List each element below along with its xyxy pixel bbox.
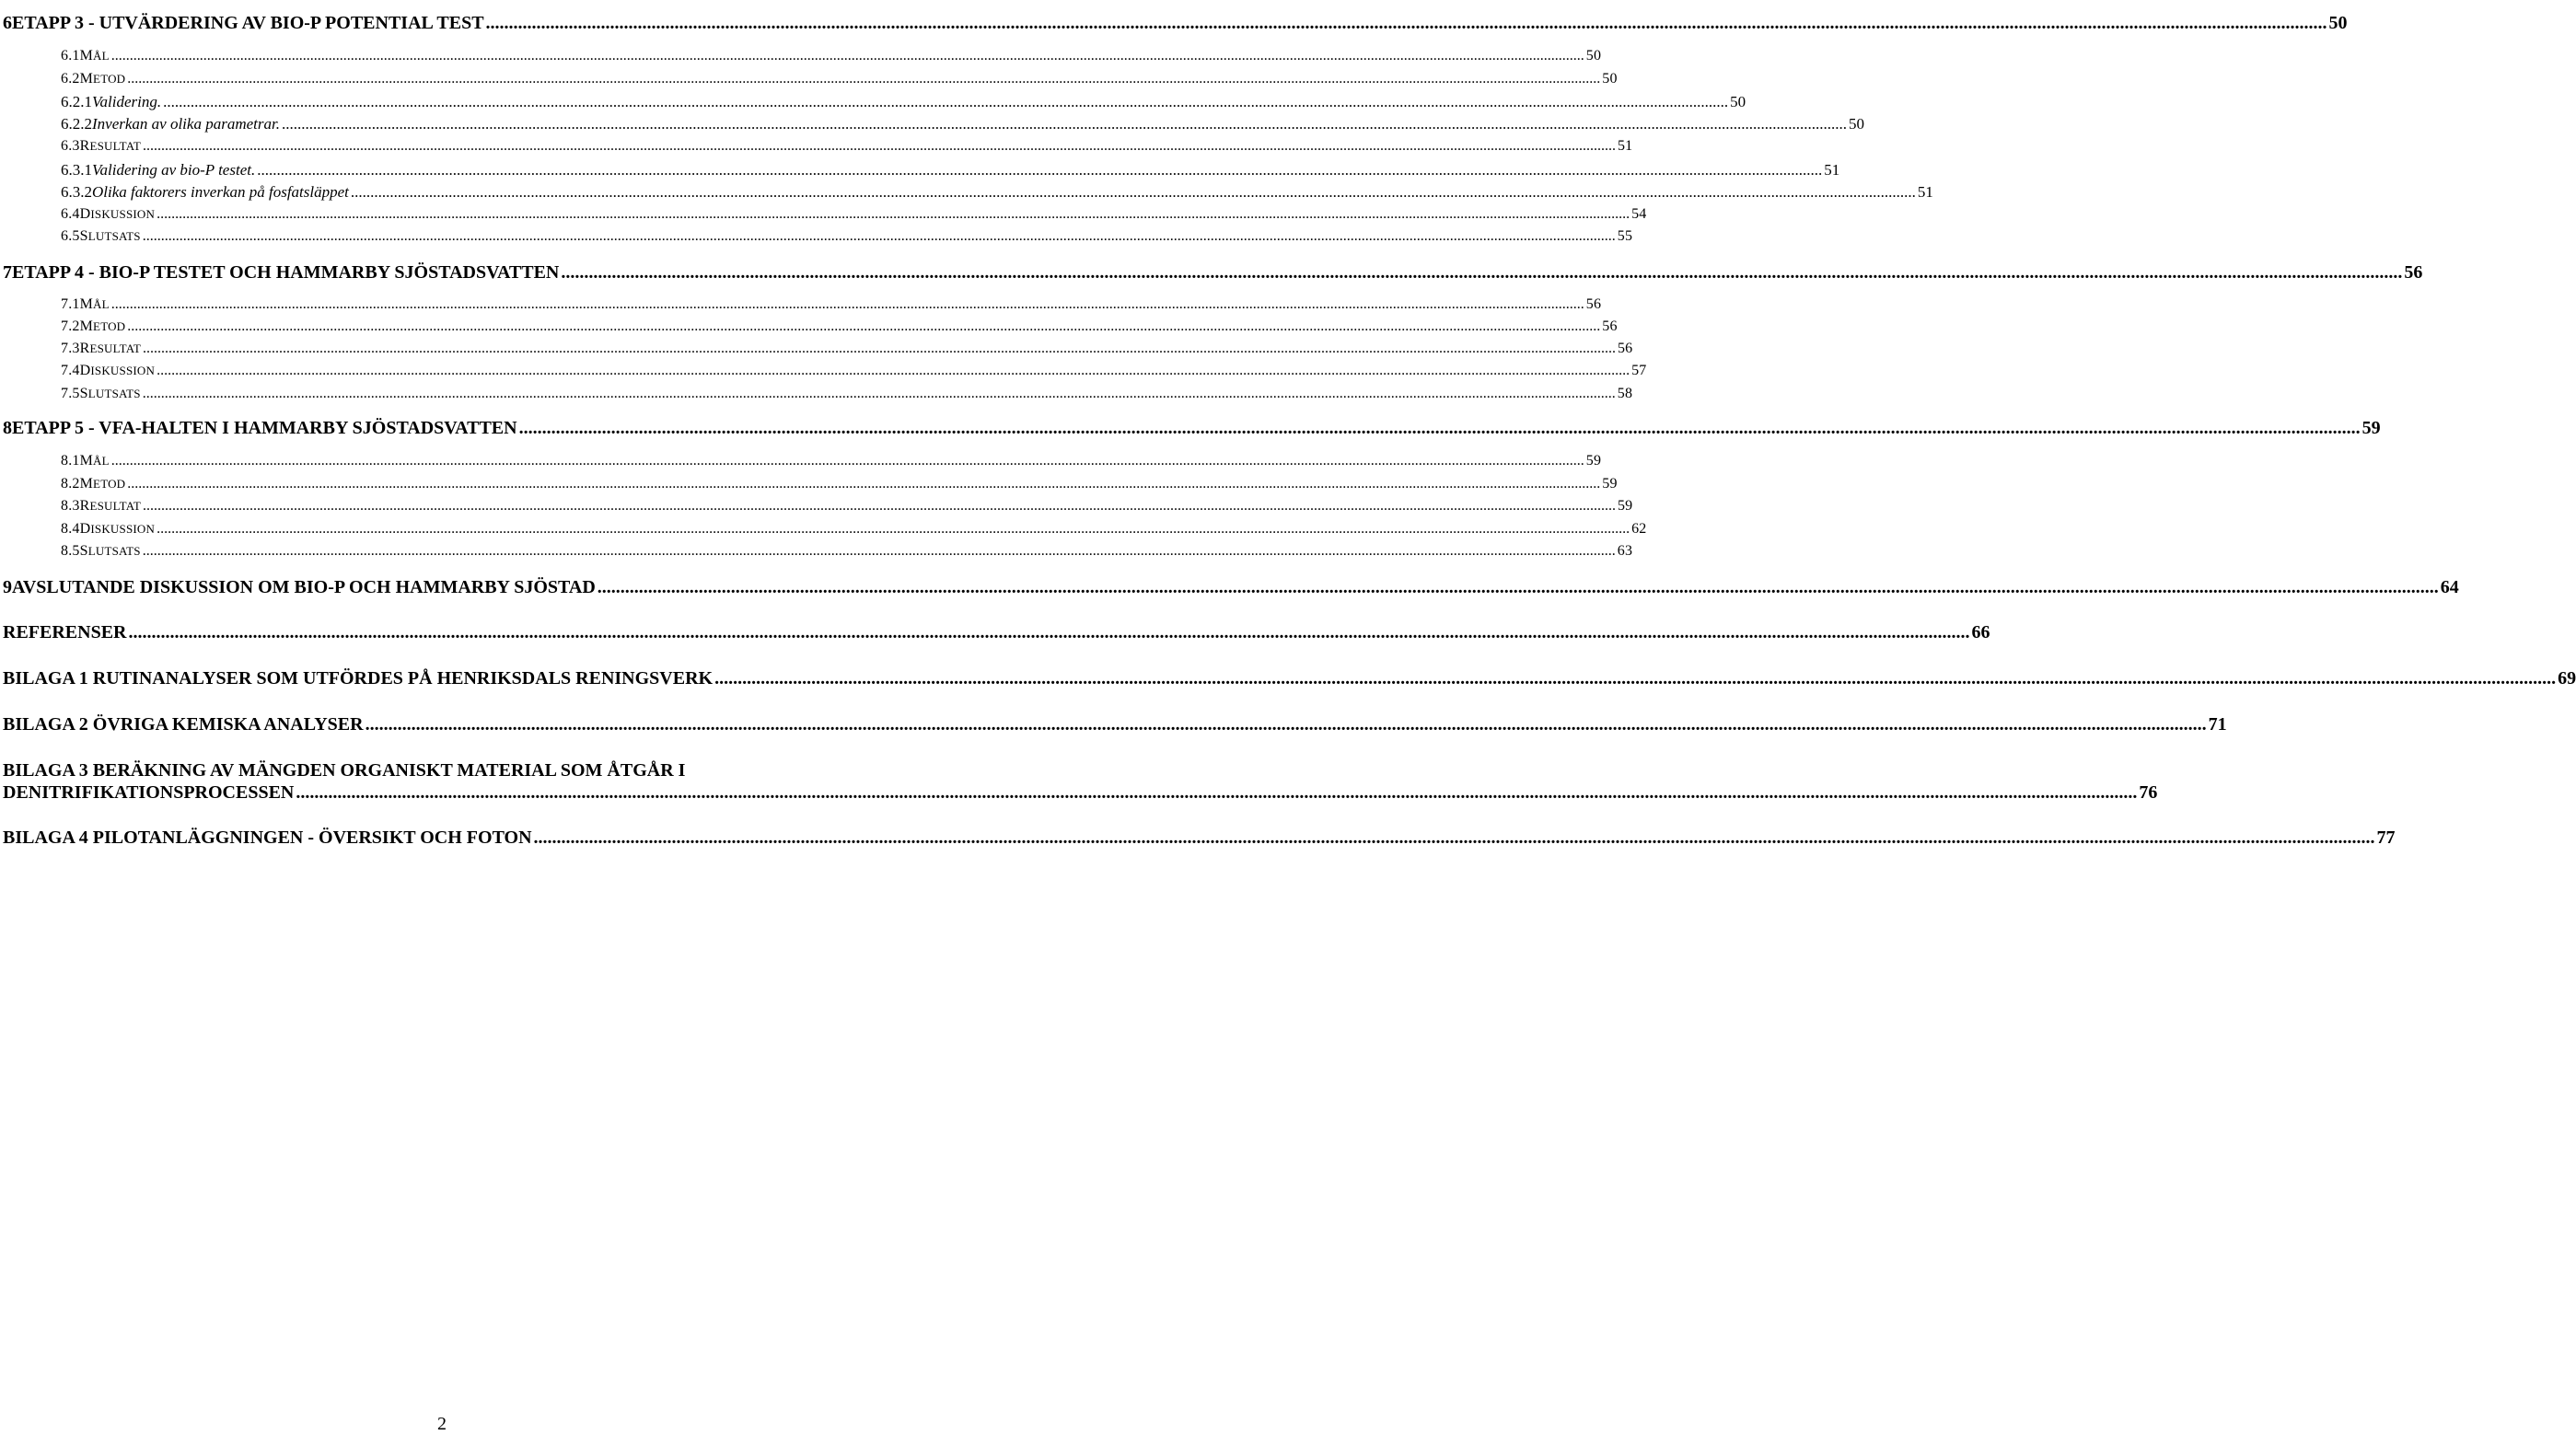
toc-entry-page: 59 [1585,453,1602,469]
toc-entry-page: 64 [2440,577,2459,597]
toc-entry[interactable] [61,48,1602,64]
toc-entry[interactable] [61,386,1633,402]
dot-leader: ................................................................................................................................................................................................................................................................................................................................................................................................................ [561,262,2403,283]
toc-entry[interactable] [3,827,2396,849]
toc-entry-title: SLUTSATS [79,386,141,401]
toc-entry[interactable] [3,714,2227,735]
toc-entry-number: 6.1 [61,48,80,64]
toc-entry-page: 56 [2404,262,2423,283]
toc-entry-page: 54 [1631,206,1647,222]
toc-entry-title: RESULTAT [79,341,141,356]
dot-leader: ................................................................................................................................................................................................................................................................................................................................................................................................................ [127,318,1601,334]
toc-entry-page: 55 [1617,228,1633,244]
toc-entry-page: 71 [2208,714,2227,735]
dot-leader: ................................................................................................................................................................................................................................................................................................................................................................................................................ [157,363,1630,378]
toc-entry[interactable] [61,341,1633,357]
dot-leader: ................................................................................................................................................................................................................................................................................................................................................................................................................ [350,183,1916,201]
toc-entry-page: 69 [2558,668,2576,689]
toc-entry-page: 51 [1617,138,1633,154]
toc-entry-title: METOD [79,476,126,492]
dot-leader: ................................................................................................................................................................................................................................................................................................................................................................................................................ [518,418,2361,438]
toc-entry-title: Validering. [92,93,162,110]
toc-entry-number: 6.3.1 [61,161,92,179]
toc-entry-number: 6.3.2 [61,183,92,201]
toc-entry-number: 7.1 [61,296,80,312]
dot-leader: ................................................................................................................................................................................................................................................................................................................................................................................................................ [142,543,1616,559]
toc-entry-page: 51 [1824,161,1840,179]
dot-leader: ................................................................................................................................................................................................................................................................................................................................................................................................................ [110,296,1584,312]
dot-leader: ................................................................................................................................................................................................................................................................................................................................................................................................................ [110,48,1584,64]
toc-entry-title: DISKUSSION [79,206,156,222]
toc-entry-number: 7.3 [61,341,80,356]
toc-entry-title: ETAPP 5 - VFA-HALTEN I HAMMARBY SJÖSTADSVATTEN [12,418,517,438]
toc-entry[interactable] [61,498,1633,515]
toc-entry-number: 6.2.2 [61,115,92,133]
dot-leader: ................................................................................................................................................................................................................................................................................................................................................................................................................ [142,228,1616,244]
toc-entry-title: SLUTSATS [79,228,141,244]
toc-entry-continued[interactable] [3,782,2158,804]
dot-leader: ................................................................................................................................................................................................................................................................................................................................................................................................................ [142,341,1616,356]
toc-entry-title: DISKUSSION [79,521,156,537]
toc-entry-title: ETAPP 3 - UTVÄRDERING AV BIO-P POTENTIAL TEST [12,13,484,33]
toc-entry[interactable] [61,543,1633,560]
dot-leader: ................................................................................................................................................................................................................................................................................................................................................................................................................ [296,782,2138,803]
toc-entry-number: 6.2 [61,71,80,87]
toc-entry-title: REFERENSER [3,622,127,642]
toc-entry-title: DENITRIFIKATIONSPROCESSEN [3,782,295,803]
toc-entry-page: 59 [2361,418,2381,438]
toc-entry-page: 50 [2328,13,2348,33]
toc-entry-number: 8.1 [61,453,80,469]
dot-leader: ................................................................................................................................................................................................................................................................................................................................................................................................................ [128,622,1970,642]
toc-entry[interactable] [61,93,1746,111]
toc-entry[interactable] [61,138,1633,155]
toc-entry-number: 6.2.1 [61,93,92,110]
toc-entry[interactable] [61,521,1647,538]
toc-entry-page: 63 [1617,543,1633,559]
toc-entry[interactable] [61,183,1933,202]
toc-entry-page: 58 [1617,386,1633,401]
toc-entry-title: METOD [79,318,126,334]
dot-leader: ................................................................................................................................................................................................................................................................................................................................................................................................................ [365,714,2207,735]
toc-entry-page: 50 [1848,115,1864,133]
toc-entry-number: 7.2 [61,318,80,334]
toc-entry[interactable] [61,115,1864,133]
toc-entry-number: 8 [3,418,12,438]
toc-entry-title: ETAPP 4 - BIO-P TESTET OCH HAMMARBY SJÖSTADSVATTEN [12,262,560,283]
toc-entry-page: 59 [1617,498,1633,514]
toc-entry-page: 57 [1631,363,1647,378]
toc-entry-page: 51 [1917,183,1933,201]
dot-leader: ................................................................................................................................................................................................................................................................................................................................................................................................................ [142,138,1616,154]
dot-leader: ................................................................................................................................................................................................................................................................................................................................................................................................................ [142,386,1616,401]
toc-entry-page: 50 [1585,48,1602,64]
toc-entry-number: 6.4 [61,206,80,222]
toc-entry-number: 8.5 [61,543,80,559]
dot-leader: ................................................................................................................................................................................................................................................................................................................................................................................................................ [257,161,1823,179]
toc-entry-page: 56 [1585,296,1602,312]
dot-leader: ................................................................................................................................................................................................................................................................................................................................................................................................................ [163,93,1729,110]
toc-entry-title: MÅL [79,48,110,64]
toc-entry-title: Olika faktorers inverkan på fosfatsläppet [92,183,349,201]
dot-leader: ................................................................................................................................................................................................................................................................................................................................................................................................................ [142,498,1616,514]
toc-entry-title: BILAGA 1 RUTINANALYSER SOM UTFÖRDES PÅ HENRIKSDALS RENINGSVERK [3,668,714,689]
dot-leader: ................................................................................................................................................................................................................................................................................................................................................................................................................ [157,206,1630,222]
toc-entry-page: 77 [2376,827,2396,848]
toc-entry-page: 50 [1602,71,1618,87]
toc-entry-title: BILAGA 2 ÖVRIGA KEMISKA ANALYSER [3,714,364,735]
toc-entry-page: 62 [1631,521,1647,537]
toc-entry-title: RESULTAT [79,138,141,154]
toc-entry-number: 7.4 [61,363,80,378]
toc-entry-number: 9 [3,577,12,597]
toc-entry[interactable] [61,453,1602,469]
dot-leader: ................................................................................................................................................................................................................................................................................................................................................................................................................ [127,476,1601,492]
toc-entry-number: 6.5 [61,228,80,244]
toc-entry-number: 7 [3,262,12,283]
toc-entry[interactable] [3,13,2348,34]
toc-entry-number: 6 [3,13,12,33]
toc-entry-page: 56 [1602,318,1618,334]
toc-entry-title: Inverkan av olika parametrar. [92,115,280,133]
toc-entry[interactable] [61,206,1647,223]
dot-leader: ................................................................................................................................................................................................................................................................................................................................................................................................................ [485,13,2327,33]
toc-entry[interactable] [3,760,880,781]
toc-entry-number: 8.3 [61,498,80,514]
dot-leader: ................................................................................................................................................................................................................................................................................................................................................................................................................ [597,577,2439,597]
toc-entry[interactable] [3,418,2381,439]
toc-entry-number: 6.3 [61,138,80,154]
toc-entry-page: 56 [1617,341,1633,356]
toc-entry-page: 59 [1602,476,1618,492]
toc-entry[interactable] [61,476,1618,492]
dot-leader: ................................................................................................................................................................................................................................................................................................................................................................................................................ [714,668,2557,689]
toc-entry-title: Validering av bio-P testet. [92,161,256,179]
toc-entry-page: 50 [1730,93,1746,110]
toc-entry[interactable] [61,228,1633,245]
toc-entry[interactable] [61,363,1647,379]
toc-entry-number: 8.2 [61,476,80,492]
toc-entry[interactable] [61,318,1618,335]
dot-leader: ................................................................................................................................................................................................................................................................................................................................................................................................................ [281,115,1847,133]
toc-entry-title: METOD [79,71,126,87]
dot-leader: ................................................................................................................................................................................................................................................................................................................................................................................................................ [533,827,2375,848]
toc-entry-title: BILAGA 4 PILOTANLÄGGNINGEN - ÖVERSIKT OCH FOTON [3,827,532,848]
toc-entry-title: AVSLUTANDE DISKUSSION OM BIO-P OCH HAMMARBY SJÖSTAD [12,577,596,597]
toc-entry-title: SLUTSATS [79,543,141,559]
toc-entry-title: BILAGA 3 BERÄKNING AV MÄNGDEN ORGANISKT MATERIAL SOM ÅTGÅR I [3,760,686,781]
toc-entry-number: 7.5 [61,386,80,401]
toc-entry[interactable] [61,161,1840,179]
toc-entry-page: 76 [2139,782,2158,803]
toc-entry-title: MÅL [79,296,110,312]
toc-entry[interactable] [3,622,1990,643]
dot-leader: ................................................................................................................................................................................................................................................................................................................................................................................................................ [110,453,1584,469]
toc-entry[interactable] [3,262,2423,284]
dot-leader: ................................................................................................................................................................................................................................................................................................................................................................................................................ [127,71,1601,87]
toc-entry[interactable] [3,668,2576,689]
toc-entry-title: DISKUSSION [79,363,156,378]
toc-entry-title: MÅL [79,453,110,469]
toc-entry-number: 8.4 [61,521,80,537]
toc-entry[interactable] [61,296,1602,313]
toc-entry[interactable] [3,577,2459,598]
page-number: 2 [437,1414,447,1434]
toc-entry[interactable] [61,71,1618,87]
toc-entry-page: 66 [1971,622,1990,642]
dot-leader: ................................................................................................................................................................................................................................................................................................................................................................................................................ [157,521,1630,537]
toc-entry-title: RESULTAT [79,498,141,514]
